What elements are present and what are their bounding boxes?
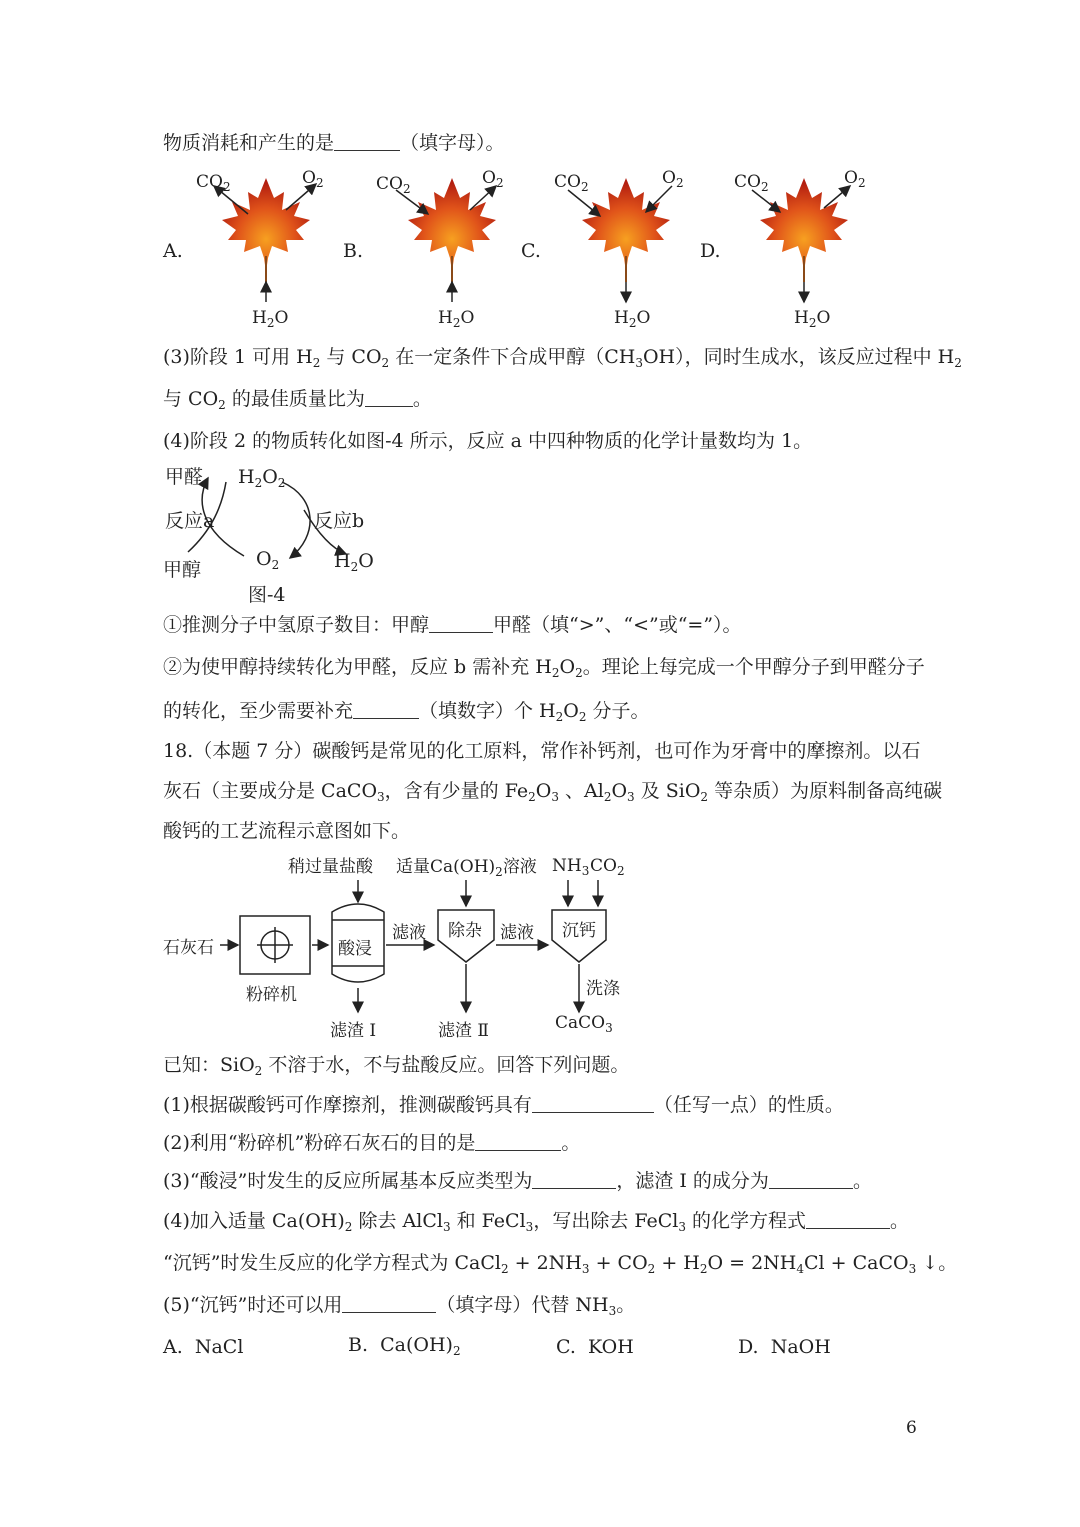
q18-stem-line3: 酸钙的工艺流程示意图如下。 (163, 820, 411, 842)
option-d-co2: $CO_2$ (734, 172, 769, 194)
leaf-option-b (396, 178, 496, 302)
choice-d: D. NaOH (738, 1336, 831, 1358)
q18-q5: (5)“沉钙”时还可以用 （填字母）代替 $NH_3$。 (163, 1294, 636, 1318)
flow-impurity: 除杂 (448, 921, 482, 941)
arrow-o2-out-d (824, 186, 850, 208)
leaf-a-icon (222, 178, 310, 282)
option-a-o2: $O_2$ (302, 168, 324, 190)
fig4-o2: $O_2$ (256, 548, 280, 572)
fig4-reaction-a: 反应a (165, 510, 215, 532)
option-c-co2: $CO_2$ (554, 172, 589, 194)
leaf-d-icon (760, 178, 848, 282)
flow-filtrate1: 滤液 (392, 923, 426, 943)
option-b-letter: B. (343, 240, 364, 262)
flow-caoh2: 适量$Ca(OH)_2$溶液 (396, 857, 537, 879)
flow-product: CaCO$_3$ (555, 1013, 613, 1035)
q17-sub1: ①推测分子中氢原子数目：甲醇 甲醛（填“>”、“<”或“=”）。 (163, 614, 742, 636)
option-d-letter: D. (700, 240, 721, 262)
option-c-letter: C. (521, 240, 541, 262)
fig4-methanol: 甲醇 (163, 559, 202, 581)
leaf-b-icon (408, 178, 496, 282)
option-b-h2o: $H_2O$ (438, 308, 475, 330)
fig4-h2o2: $H_2O_2$ (238, 466, 286, 490)
option-c-o2: $O_2$ (662, 168, 684, 190)
q17-part3-line2: 与 $CO_2$ 的最佳质量比为 。 (163, 388, 432, 412)
page-number: 6 (906, 1418, 917, 1438)
q18-q4: (4)加入适量 $Ca(OH)_2$ 除去 AlCl$_3$ 和 FeCl$_3$，写出除去 FeCl$_3$ 的化学方程式 。 (163, 1210, 910, 1234)
flow-residue1: 滤渣 Ⅰ (330, 1021, 377, 1041)
q17-part4: (4)阶段 2 的物质转化如图-4 所示，反应 a 中四种物质的化学计量数均为 1。 (163, 430, 813, 452)
q18-q1: (1)根据碳酸钙可作摩擦剂，推测碳酸钙具有 （任写一点）的性质。 (163, 1094, 844, 1116)
q18-q3: (3)“酸浸”时发生的反应所属基本反应类型为 ，滤渣 Ⅰ 的成分为 。 (163, 1170, 872, 1192)
flow-crusher: 粉碎机 (246, 985, 297, 1005)
fig4-formaldehyde: 甲醛 (165, 466, 204, 488)
q18-stem-line2: 灰石（主要成分是 CaCO$_3$，含有少量的 $Fe_2O_3$ 、$Al_2O_3$ 及 SiO$_2$ 等杂质）为原料制备高纯碳 (163, 780, 943, 804)
q17-part3-line1: (3)阶段 1 可用 $H_2$ 与 $CO_2$ 在一定条件下合成甲醇$(CH_3OH)$，同时生成水，该反应过程中 $H_2$ (163, 346, 962, 370)
arrow-o2-in-c (646, 186, 672, 212)
flow-limestone: 石灰石 (163, 938, 214, 958)
option-d-h2o: $H_2O$ (794, 308, 831, 330)
q18-q2: (2)利用“粉碎机”粉碎石灰石的目的是 。 (163, 1132, 581, 1154)
flow-nh3: $NH_3$ (552, 856, 590, 878)
fig4-h2o: $H_2O$ (334, 550, 374, 574)
option-a-co2: $CO_2$ (196, 172, 231, 194)
leaf-option-a (214, 178, 316, 302)
flow-co2: $CO_2$ (590, 856, 625, 878)
arrow-reaction-b (282, 482, 310, 558)
flow-wash: 洗涤 (586, 979, 620, 999)
fig4-reaction-b: 反应b (314, 510, 365, 532)
q18-stem-line1: 18.（本题 7 分）碳酸钙是常见的化工原料，常作补钙剂，也可作为牙膏中的摩擦剂。以石 (163, 740, 921, 762)
q18-known: 已知：SiO$_2$ 不溶于水，不与盐酸反应。回答下列问题。 (163, 1054, 630, 1078)
choice-b: B. $Ca(OH)_2$ (348, 1334, 461, 1358)
option-b-co2: $CO_2$ (376, 174, 411, 196)
flow-filtrate2: 滤液 (500, 923, 534, 943)
flow-precipitation: 沉钙 (562, 921, 596, 941)
q17-sub2-line2: 的转化，至少需要补充 （填数字）个 $H_2O_2$ 分子。 (163, 700, 650, 724)
fig4-caption: 图-4 (248, 584, 286, 606)
option-a-h2o: $H_2O$ (252, 308, 289, 330)
q18-equation: “沉钙”时发生反应的化学方程式为 CaCl$_2$ + $2NH_3 + CO_2 + H_2O = 2NH_4Cl$ + CaCO$_3$ ↓。 (163, 1252, 958, 1276)
flow-acid-leach: 酸浸 (338, 939, 372, 959)
choice-a: A. NaCl (163, 1336, 244, 1358)
leaf-c-icon (582, 178, 670, 282)
q17-line1: 物质消耗和产生的是 （填字母）。 (163, 132, 505, 154)
leaf-option-c (568, 178, 672, 302)
flow-residue2: 滤渣 Ⅱ (438, 1021, 489, 1041)
leaf-option-d (752, 178, 850, 302)
option-c-h2o: $H_2O$ (614, 308, 651, 330)
option-d-o2: $O_2$ (844, 168, 866, 190)
flow-hcl: 稍过量盐酸 (288, 857, 373, 877)
choice-c: C. KOH (556, 1336, 634, 1358)
option-b-o2: $O_2$ (482, 168, 504, 190)
option-a-letter: A. (163, 240, 183, 262)
q17-sub2-line1: ②为使甲醇持续转化为甲醛，反应 b 需补充 $H_2O_2$。理论上每完成一个甲醇分子到甲醛分子 (163, 656, 925, 680)
